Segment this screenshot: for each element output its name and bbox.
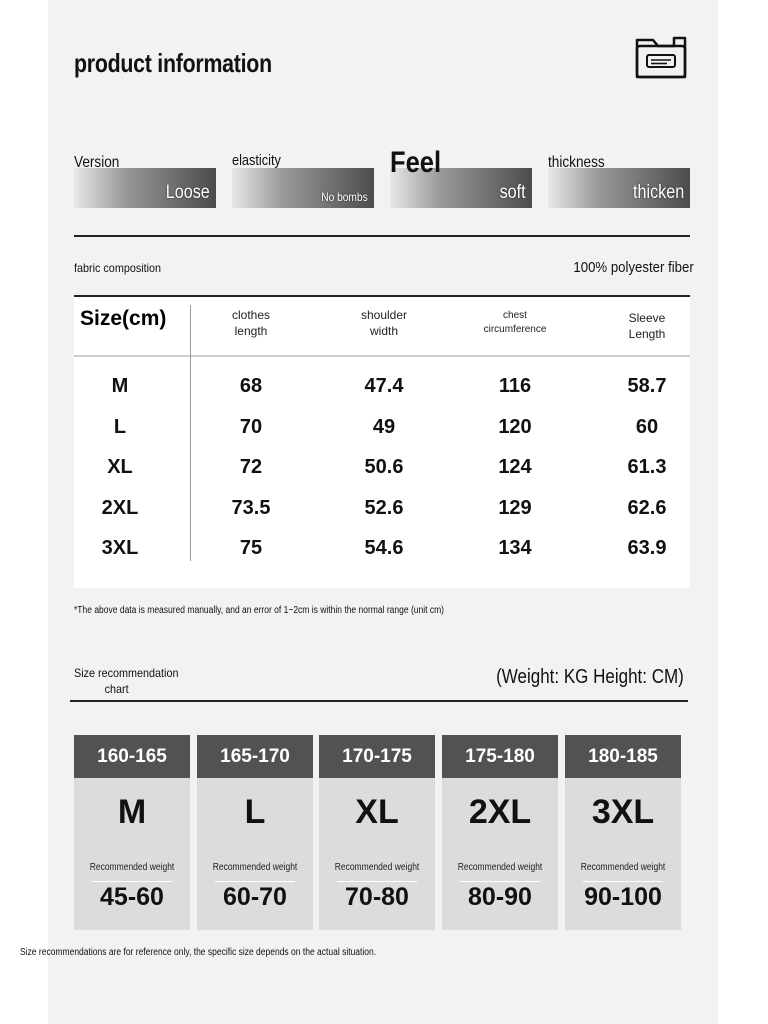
column-header-sleeve: Sleeve Length [628, 311, 666, 341]
recommendation-units: (Weight: KG Height: CM) [496, 666, 684, 688]
cell-length: 68 [239, 375, 263, 397]
size-label: XL [355, 793, 399, 831]
cell-chest: 120 [498, 415, 532, 438]
size-card [442, 735, 558, 930]
weight-divider [215, 881, 295, 882]
feature-feel [390, 146, 536, 212]
weight-caption: Recommended weight [212, 862, 298, 873]
feature-label: thickness [548, 154, 605, 171]
cell-sleeve: 62.6 [627, 496, 667, 519]
fabric-label: fabric composition [74, 261, 162, 275]
feature-version [74, 150, 220, 212]
weight-range: 45-60 [100, 883, 164, 911]
cell-chest: 134 [498, 537, 532, 559]
height-range: 175-180 [442, 735, 558, 778]
fabric-value: 100% polyester fiber [573, 259, 694, 276]
size-label: M [117, 793, 147, 831]
weight-range: 60-70 [223, 883, 287, 911]
divider [74, 235, 690, 237]
table-header-rule [74, 355, 690, 357]
page-title: product information [74, 48, 272, 78]
cell-sleeve: 60 [635, 415, 659, 438]
cell-sleeve: 58.7 [627, 375, 667, 397]
weight-range: 80-90 [468, 883, 532, 911]
cell-sleeve: 63.9 [627, 537, 667, 559]
weight-caption: Recommended weight [457, 862, 543, 873]
column-header-length: clothes length [231, 308, 271, 338]
recommendation-label [74, 665, 178, 697]
size-label: 3XL [591, 793, 655, 831]
weight-divider [337, 881, 417, 882]
feature-label: elasticity [232, 152, 281, 169]
height-range: 160-165 [74, 735, 190, 778]
measurement-note: *The above data is measured manually, and an error of 1~2cm is within the normal range (unit cm) [74, 605, 445, 616]
cell-size: 2XL [101, 496, 139, 519]
weight-range: 90-100 [584, 883, 662, 911]
disclaimer: Size recommendations are for reference only, the specific size depends on the actual situation. [20, 947, 377, 958]
size-label: 2XL [468, 793, 532, 831]
weight-caption: Recommended weight [334, 862, 420, 873]
cell-size: XL [107, 456, 133, 478]
cell-chest: 129 [498, 496, 532, 519]
column-header-chest: chest circumference [483, 310, 547, 335]
size-card [319, 735, 435, 930]
height-range: 180-185 [565, 735, 681, 778]
size-label: L [244, 793, 266, 831]
divider [70, 700, 688, 702]
cell-length: 73.5 [231, 496, 271, 519]
height-range: 165-170 [197, 735, 313, 778]
cell-sleeve: 61.3 [627, 456, 667, 478]
recommendation-label-line2: chart [104, 682, 129, 696]
weight-caption: Recommended weight [580, 862, 666, 873]
weight-divider [460, 881, 540, 882]
feature-value: thicken [632, 182, 684, 203]
size-card [74, 735, 190, 930]
weight-caption: Recommended weight [89, 862, 175, 873]
weight-range: 70-80 [345, 883, 409, 911]
feature-value: soft [499, 182, 526, 203]
feature-thickness [548, 150, 694, 212]
weight-divider [583, 881, 663, 882]
cell-chest: 124 [498, 456, 532, 478]
cell-shoulder: 47.4 [364, 375, 404, 397]
cell-shoulder: 52.6 [364, 496, 404, 519]
cell-length: 72 [239, 456, 263, 478]
cell-shoulder: 50.6 [364, 456, 404, 478]
feature-label: Feel [390, 146, 442, 179]
cell-size: M [111, 375, 129, 397]
feature-value: Loose [165, 182, 210, 203]
feature-label: Version [74, 154, 120, 171]
cell-size: 3XL [101, 537, 139, 559]
height-range: 170-175 [319, 735, 435, 778]
cell-shoulder: 54.6 [364, 537, 404, 559]
feature-elasticity [232, 150, 378, 212]
size-table [74, 295, 690, 588]
recommendation-label-line1: Size recommendation [74, 666, 179, 680]
cell-size: L [113, 415, 127, 438]
size-card [565, 735, 681, 930]
feature-value: No bombs [321, 190, 368, 204]
cell-shoulder: 49 [372, 415, 396, 438]
folder-card-icon [634, 32, 688, 82]
cell-length: 75 [239, 537, 263, 559]
column-header-shoulder: shoulder width [360, 308, 408, 338]
size-card [197, 735, 313, 930]
table-top-rule [74, 295, 690, 297]
weight-divider [92, 881, 172, 882]
cell-chest: 116 [498, 375, 532, 397]
cell-length: 70 [239, 415, 263, 438]
column-header-size: Size(cm) [80, 307, 167, 330]
